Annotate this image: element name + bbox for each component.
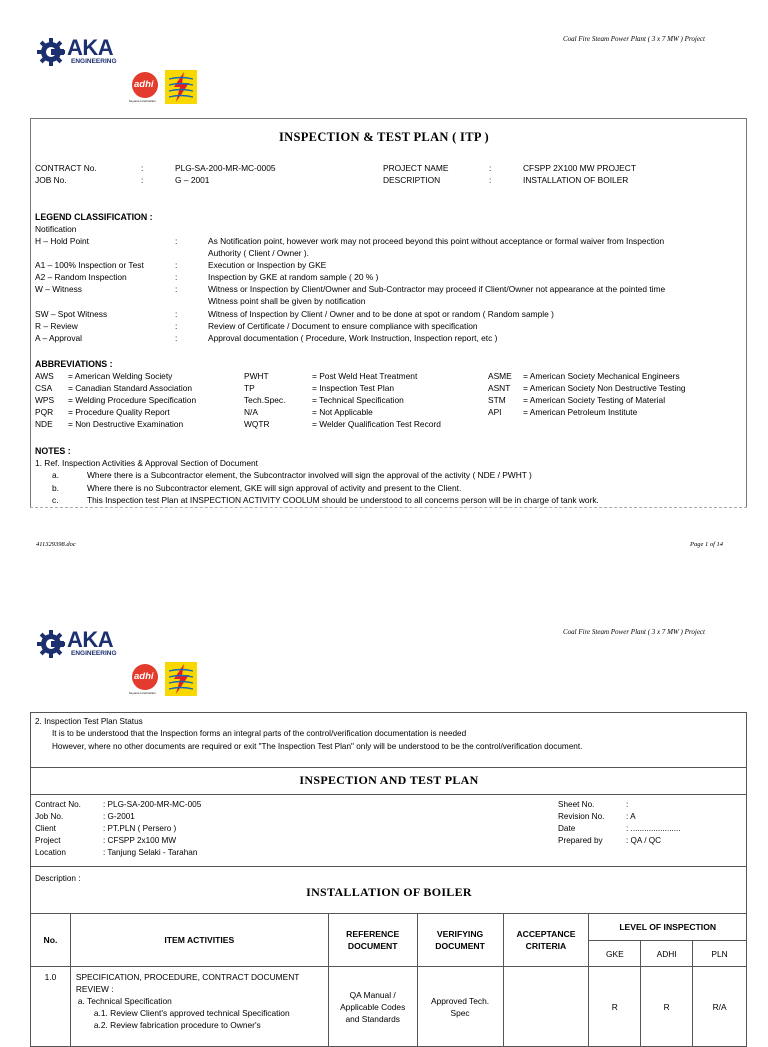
abbr-value: = Welding Procedure Specification [68,395,197,405]
itp-table [30,913,747,1047]
engineering-wordmark: ENGINEERING [71,650,117,657]
adhi-logo [128,662,162,696]
abbr-key: NDE [35,419,53,429]
col-header-level-of-inspection: LEVEL OF INSPECTION [589,914,747,941]
job-value: G – 2001 [175,175,210,185]
legend-desc: Witness point shall be given by notification [208,296,366,306]
contract-label: CONTRACT No. [35,163,97,173]
info-value: : A [626,812,636,821]
legend-colon: : [175,272,178,282]
abbr-key: WPS [35,395,55,405]
abbr-key: STM [488,395,506,405]
legend-desc: Authority ( Client / Owner ). [208,248,309,258]
info-key: Project [35,836,61,845]
abbr-key: N/A [244,407,258,417]
abbreviations-heading: ABBREVIATIONS : [35,359,113,369]
info-key: Job No. [35,812,64,821]
note-sub-text: Where there is no Subcontractor element, GKE will sign approval of activity and present to the Client. [87,483,462,493]
itp-title: INSPECTION AND TEST PLAN [299,773,479,787]
page1-title: INSPECTION & TEST PLAN ( ITP ) [279,130,489,144]
note-sub-text: Where there is a Subcontractor element, the Subcontractor involved will sign the approval of the activity ( NDE / PWHT ) [87,470,532,480]
info-value: : [626,800,629,809]
legend-subheading: Notification [35,224,77,234]
row-reference-document: QA Manual / Applicable Codes and Standards [328,967,417,1047]
aka-logo [36,628,126,660]
item-line: a.1. Review Client's approved technical Specification [93,1008,290,1018]
legend-desc: Inspection by GKE at random sample ( 20 % ) [208,272,379,282]
itp-status-line: However, where no other documents are required or exit "The Inspection Test Plan" only will be understood to be the control/verification document. [52,742,583,751]
project-colon: : [489,163,492,173]
info-value: : ...................... [626,824,681,833]
adhi-tagline: beyond construction [129,99,156,103]
info-key: Prepared by [558,836,603,845]
footer-filename: 411329398.doc [36,541,76,548]
info-value: : PT.PLN ( Persero ) [103,824,177,833]
abbr-value: = Technical Specification [312,395,404,405]
adhi-tagline: beyond construction [129,691,156,695]
item-line: SPECIFICATION, PROCEDURE, CONTRACT DOCUMENT [75,972,300,982]
abbr-value: = American Society Testing of Material [523,395,666,405]
col-header-item-activities: ITEM ACTIVITIES [70,914,328,967]
row-number: 1.0 [31,967,71,1047]
info-key: Contract No. [35,800,81,809]
info-value: : G-2001 [103,812,135,821]
aka-gear-icon [36,629,66,659]
pln-logo [165,70,197,109]
adhi-logo [128,70,162,104]
desc-colon: : [489,175,492,185]
legend-desc: Witness of Inspection by Client / Owner and to be done at spot or random ( Random sample ) [208,309,554,319]
col-header-no: No. [31,914,71,967]
aka-gear-icon [36,37,66,67]
legend-colon: : [175,309,178,319]
row-level-pln: R/A [693,967,747,1047]
abbr-key: PWHT [244,371,269,381]
page1-bottom-rule [30,507,747,508]
pln-logo [165,662,197,701]
info-key: Sheet No. [558,800,595,809]
col-header-verifying-document: VERIFYING DOCUMENT [417,914,503,967]
legend-code: R – Review [35,321,78,331]
col-header-reference-document: REFERENCE DOCUMENT [328,914,417,967]
desc-value: INSTALLATION OF BOILER [523,175,629,185]
legend-desc: As Notification point, however work may not proceed beyond this point without acceptance or formal waiver from Inspection [208,236,665,246]
abbr-value: = Welder Qualification Test Record [312,419,441,429]
adhi-wordmark: adhi [134,79,154,90]
abbr-value: = American Petroleum Institute [523,407,638,417]
itp-info-right [558,799,743,849]
table-row [31,967,747,1047]
row-acceptance-criteria [503,967,589,1047]
note-1: 1. Ref. Inspection Activities & Approval Section of Document [35,458,258,468]
description-label: Description : [35,874,81,883]
info-value: : PLG-SA-200-MR-MC-005 [103,800,202,809]
row-item-activities [70,967,328,1047]
abbr-key: Tech.Spec. [244,395,286,405]
row-level-gke: R [589,967,641,1047]
legend-code: W – Witness [35,284,82,294]
note-sub-text: This Inspection test Plan at INSPECTION ACTIVITY COOLUM should be understood to all concerns person will be in charge of tank work. [87,495,599,505]
abbr-key: ASNT [488,383,511,393]
abbr-key: PQR [35,407,54,417]
col-header-acceptance-criteria: ACCEPTANCE CRITERIA [503,914,589,967]
abbr-value: = Non Destructive Examination [68,419,184,429]
contract-value: PLG-SA-200-MR-MC-0005 [175,163,276,173]
row-level-adhi: R [641,967,693,1047]
abbr-key: CSA [35,383,53,393]
note-sub-key: c. [52,495,59,505]
info-value: : Tanjung Selaki - Tarahan [103,848,198,857]
abbr-value: = Inspection Test Plan [312,383,395,393]
job-label: JOB No. [35,175,67,185]
aka-wordmark: AKA [67,627,114,652]
info-key: Client [35,824,56,833]
abbr-value: = Procedure Quality Report [68,407,170,417]
itp-status-line: It is to be understood that the Inspection forms an integral parts of the control/verification documentation is needed [52,729,467,738]
item-line: a. Technical Specification [77,996,172,1006]
col-header-pln: PLN [693,941,747,967]
abbr-value: = Post Weld Heat Treatment [312,371,418,381]
abbr-value: = Canadian Standard Association [68,383,193,393]
page-separator [0,578,768,592]
item-line: a.2. Review fabrication procedure to Owner's [93,1020,261,1030]
adhi-wordmark: adhi [134,671,154,682]
abbr-value: = American Welding Society [68,371,173,381]
abbr-value: = Not Applicable [312,407,373,417]
legend-colon: : [175,284,178,294]
pln-lightning-icon [165,662,197,696]
project-label: PROJECT NAME [383,163,449,173]
info-key: Revision No. [558,812,605,821]
project-value: CFSPP 2X100 MW PROJECT [523,163,636,173]
abbr-value: = American Society Non Destructive Testing [523,383,686,393]
info-value: : CFSPP 2x100 MW [103,836,177,845]
note-sub-key: b. [52,483,59,493]
legend-heading: LEGEND CLASSIFICATION : [35,212,153,222]
footer-page-number: Page 1 of 14 [690,541,724,548]
legend-colon: : [175,333,178,343]
col-header-gke: GKE [589,941,641,967]
legend-colon: : [175,321,178,331]
pln-lightning-icon [165,70,197,104]
info-key: Date [558,824,576,833]
note-sub-key: a. [52,470,59,480]
abbr-key: API [488,407,502,417]
row-verifying-document: Approved Tech. Spec [417,967,503,1047]
legend-code: A2 – Random Inspection [35,272,127,282]
desc-label: DESCRIPTION [383,175,441,185]
engineering-wordmark: ENGINEERING [71,58,117,65]
item-line: REVIEW : [75,984,114,994]
abbr-value: = American Society Mechanical Engineers [523,371,680,381]
abbr-key: TP [244,383,255,393]
itp-status-line: 2. Inspection Test Plan Status [35,717,143,726]
info-key: Location [35,848,66,857]
header-project-title: Coal Fire Steam Power Plant ( 3 x 7 MW ) Project [563,35,705,43]
legend-code: A – Approval [35,333,83,343]
contract-colon: : [141,163,144,173]
legend-colon: : [175,236,178,246]
col-header-adhi: ADHI [641,941,693,967]
legend-desc: Execution or Inspection by GKE [208,260,327,270]
abbr-key: AWS [35,371,54,381]
aka-wordmark: AKA [67,35,114,60]
abbreviations-table [35,370,735,432]
header-project-title: Coal Fire Steam Power Plant ( 3 x 7 MW ) Project [563,628,705,636]
legend-code: SW – Spot Witness [35,309,108,319]
aka-logo [36,36,126,68]
info-value: : QA / QC [626,836,662,845]
legend-desc: Witness or Inspection by Client/Owner and Sub-Contractor may proceed if Client/Owner not appearance at the pointed time [208,284,666,294]
job-colon: : [141,175,144,185]
legend-desc: Review of Certificate / Document to ensure compliance with specification [208,321,478,331]
abbr-key: WQTR [244,419,270,429]
legend-code: H – Hold Point [35,236,89,246]
itp-info-left [35,799,335,861]
abbr-key: ASME [488,371,512,381]
legend-colon: : [175,260,178,270]
legend-code: A1 – 100% Inspection or Test [35,260,144,270]
notes-heading: NOTES : [35,446,71,456]
itp-subtitle: INSTALLATION OF BOILER [306,885,472,899]
legend-desc: Approval documentation ( Procedure, Work Instruction, Inspection report, etc ) [208,333,498,343]
